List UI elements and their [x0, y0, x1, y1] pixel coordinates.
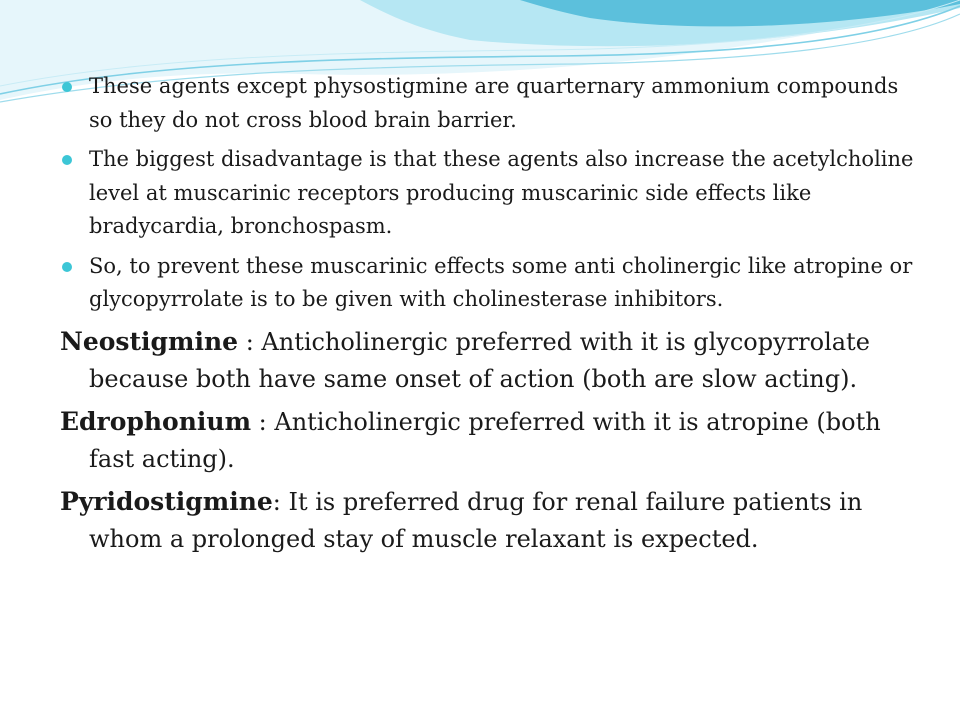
definition-text: Anticholinergic preferred with it is glycopyrrolate because both have same onset of action (both are slow acting). — [89, 327, 870, 393]
slide-content — [60, 70, 920, 563]
bullet-dot-icon — [62, 155, 72, 165]
definition-edrophonium — [60, 403, 920, 478]
bullet-dot-icon — [62, 262, 72, 272]
definition-separator: : — [238, 327, 262, 356]
bullet-text: The biggest disadvantage is that these agents also increase the acetylcholine level at muscarinic receptors producing muscarinic side effects like bradycardia, bronchospasm. — [89, 147, 914, 238]
definition-text: It is preferred drug for renal failure patients in whom a prolonged stay of muscle relaxant is expected. — [89, 487, 863, 553]
bullet-dot-icon — [62, 82, 72, 92]
bullet-item — [60, 250, 920, 317]
definition-term: Neostigmine — [60, 326, 239, 356]
bullet-list — [60, 70, 920, 317]
definition-separator: : — [272, 487, 289, 516]
definition-term: Pyridostigmine — [60, 486, 273, 516]
bullet-item — [60, 70, 920, 137]
definition-text: Anticholinergic preferred with it is atropine (both fast acting). — [89, 407, 881, 473]
definition-pyridostigmine — [60, 483, 920, 558]
bullet-text: So, to prevent these muscarinic effects some anti cholinergic like atropine or glycopyrrolate is to be given with cholinesterase inhibitors. — [89, 253, 913, 311]
bullet-text: These agents except physostigmine are quarternary ammonium compounds so they do not cross blood brain barrier. — [89, 74, 899, 132]
definition-neostigmine — [60, 323, 920, 398]
bullet-item — [60, 143, 920, 244]
definition-term: Edrophonium — [60, 406, 252, 436]
definition-separator: : — [251, 407, 275, 436]
